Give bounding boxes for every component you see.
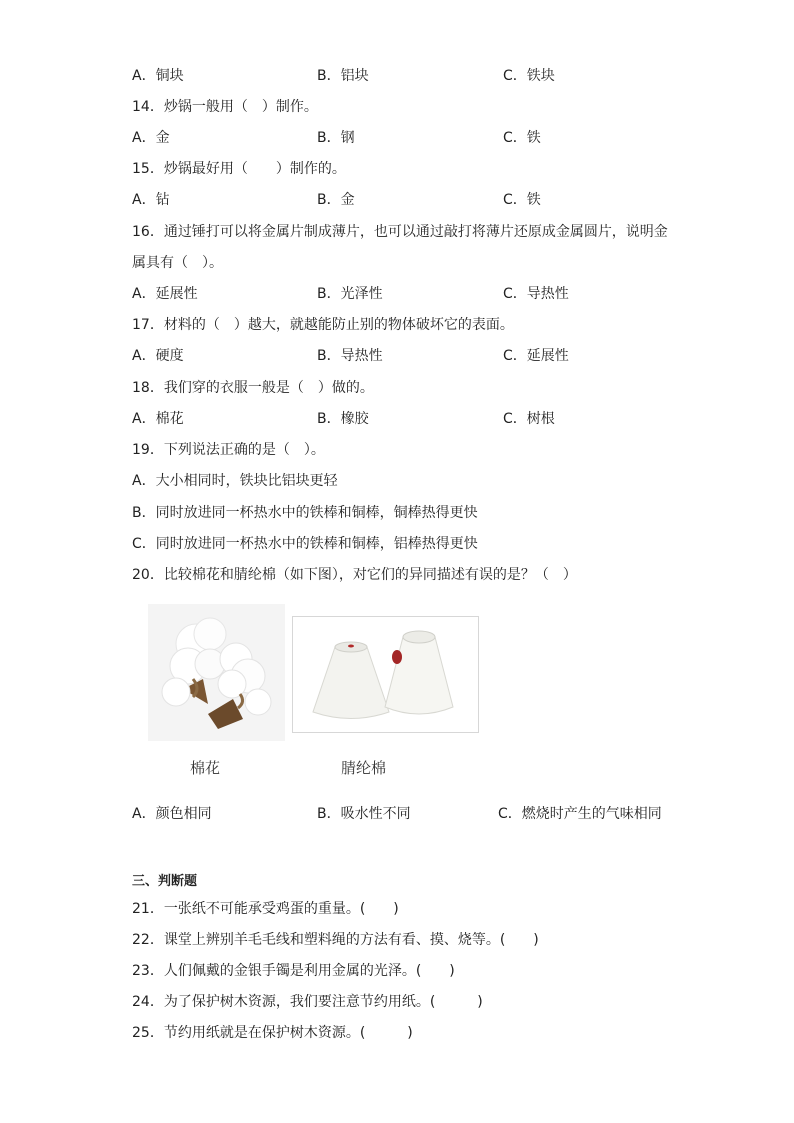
q17-option-a: A．硬度 bbox=[132, 348, 184, 364]
cotton-illustration bbox=[148, 604, 285, 741]
q15-option-b: B．金 bbox=[317, 192, 355, 208]
yarn-cone-illustration bbox=[293, 617, 478, 732]
q19-option-a: A．大小相同时，铁块比铝块更轻 bbox=[132, 473, 338, 489]
q13-option-b: B．铝块 bbox=[317, 68, 369, 84]
q19-option-c: C．同时放进同一杯热水中的铁棒和铜棒，铝棒热得更快 bbox=[132, 536, 478, 552]
q16-option-a: A．延展性 bbox=[132, 286, 198, 302]
q16-text-line2: 属具有（ ）。 bbox=[132, 255, 223, 271]
q18-text: 18．我们穿的衣服一般是（ ）做的。 bbox=[132, 380, 374, 396]
q17-option-b: B．导热性 bbox=[317, 348, 383, 364]
q18-option-b: B．橡胶 bbox=[317, 411, 369, 427]
q20-text: 20．比较棉花和腈纶棉（如下图），对它们的异同描述有误的是？（ ） bbox=[132, 567, 577, 583]
q20-option-b: B．吸水性不同 bbox=[317, 806, 411, 822]
q15-text: 15．炒锅最好用（ ）制作的。 bbox=[132, 161, 346, 177]
q15-option-a: A．钻 bbox=[132, 192, 170, 208]
section-title-judgment: 三、判断题 bbox=[132, 874, 198, 889]
q16-option-c: C．导热性 bbox=[503, 286, 569, 302]
judgment-25: 25．节约用纸就是在保护树木资源。( ) bbox=[132, 1025, 413, 1041]
q17-option-c: C．延展性 bbox=[503, 348, 569, 364]
q20-option-c: C．燃烧时产生的气味相同 bbox=[498, 806, 662, 822]
cotton-image bbox=[148, 604, 285, 741]
q18-option-c: C．树根 bbox=[503, 411, 555, 427]
q20-option-a: A．颜色相同 bbox=[132, 806, 212, 822]
judgment-22: 22．课堂上辨别羊毛毛线和塑料绳的方法有看、摸、烧等。( ) bbox=[132, 932, 539, 948]
q16-option-b: B．光泽性 bbox=[317, 286, 383, 302]
q19-option-b: B．同时放进同一杯热水中的铁棒和铜棒，铜棒热得更快 bbox=[132, 505, 478, 521]
q14-option-c: C．铁 bbox=[503, 130, 541, 146]
acrylic-yarn-image bbox=[292, 616, 479, 733]
cotton-caption: 棉花 bbox=[190, 759, 221, 777]
q18-option-a: A．棉花 bbox=[132, 411, 184, 427]
q13-option-a: A．铜块 bbox=[132, 68, 184, 84]
judgment-24: 24．为了保护树木资源，我们要注意节约用纸。( ) bbox=[132, 994, 483, 1010]
q19-text: 19．下列说法正确的是（ ）。 bbox=[132, 442, 325, 458]
q15-option-c: C．铁 bbox=[503, 192, 541, 208]
q14-text: 14．炒锅一般用（ ）制作。 bbox=[132, 99, 318, 115]
q17-text: 17．材料的（ ）越大，就越能防止别的物体破坏它的表面。 bbox=[132, 317, 514, 333]
q14-option-a: A．金 bbox=[132, 130, 170, 146]
q13-option-c: C．铁块 bbox=[503, 68, 555, 84]
acrylic-caption: 腈纶棉 bbox=[341, 759, 387, 777]
judgment-23: 23．人们佩戴的金银手镯是利用金属的光泽。( ) bbox=[132, 963, 455, 979]
q14-option-b: B．钢 bbox=[317, 130, 355, 146]
q16-text-line1: 16．通过锤打可以将金属片制成薄片，也可以通过敲打将薄片还原成金属圆片，说明金 bbox=[132, 224, 668, 240]
judgment-21: 21．一张纸不可能承受鸡蛋的重量。( ) bbox=[132, 901, 399, 917]
